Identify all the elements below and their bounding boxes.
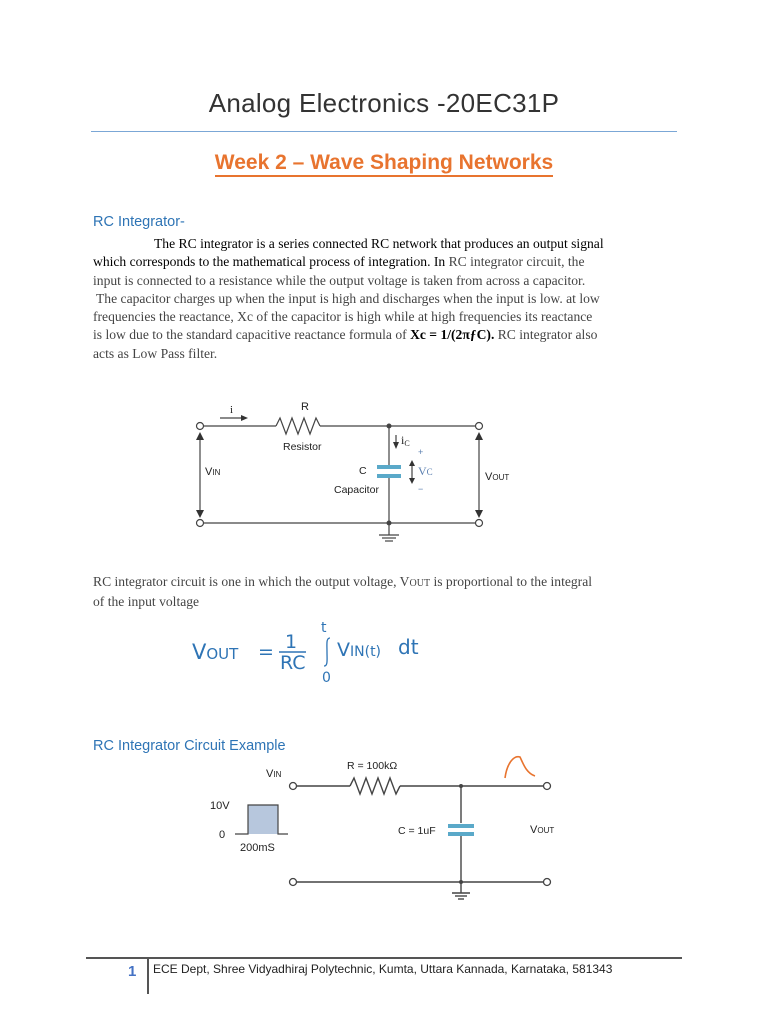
para-line-1: The RC integrator is a series connected RC network that produces an output signal: [154, 236, 604, 251]
pulse-amplitude-label: 10V: [210, 800, 230, 812]
current-label: i: [230, 404, 234, 416]
week-subtitle: [0, 151, 768, 175]
heading-rc-integrator: RC Integrator-: [93, 214, 185, 230]
ic-label-main: i: [401, 433, 405, 447]
footer-rule: [86, 957, 682, 959]
para-line-7: acts as Low Pass filter.: [93, 345, 218, 361]
heading-circuit-example: RC Integrator Circuit Example: [93, 738, 286, 754]
formula-integrand-sub: IN(t): [350, 644, 382, 660]
formula-integral-sign: [324, 638, 330, 666]
para-line-6a: is low due to the standard capacitive reactance formula of: [93, 327, 411, 343]
ic-arrow-head: [393, 442, 399, 449]
formula-vout-sub: OUT: [206, 645, 239, 663]
formula-equals: =: [258, 641, 274, 663]
para-line-6c: RC integrator also: [494, 327, 598, 343]
capacitor-plate-top: [377, 465, 401, 469]
input-pulse-fill: [248, 805, 278, 834]
vin-arrow-up: [196, 432, 204, 440]
title-underline: [91, 131, 677, 132]
vout-arrow-down: [475, 510, 483, 518]
vin-label-sub: IN: [212, 468, 221, 477]
rc-integrator-diagram: [180, 395, 510, 555]
vin-label-main: V: [205, 466, 213, 478]
vc-label: [418, 464, 433, 478]
definition-vout-sub: OUT: [409, 578, 431, 589]
para-line-2a: which corresponds to the mathematical process of integration. In: [93, 254, 446, 270]
terminal-in-bottom: [197, 520, 204, 527]
ex-terminal-in-bottom: [290, 879, 297, 886]
definition-line-1b: is proportional to the integral: [430, 574, 593, 589]
ex-vout-sub: OUT: [537, 826, 555, 835]
integrator-formula: [190, 616, 430, 686]
capacitor-name: Capacitor: [334, 484, 379, 496]
formula-denominator: RC: [280, 652, 306, 674]
ex-terminal-in-top: [290, 783, 297, 790]
para-line-2: [93, 253, 673, 271]
vout-label-sub: OUT: [492, 473, 510, 482]
formula-vout: [192, 640, 239, 664]
definition-line-1a: RC integrator circuit is one in which the output voltage, V: [93, 574, 410, 589]
vc-arrow-up: [409, 460, 415, 466]
vin-label: [205, 466, 221, 478]
ex-resistor-label: R = 100kΩ: [347, 760, 398, 772]
capacitor-plate-bottom: [377, 474, 401, 478]
document-title: Analog Electronics -20EC31P: [208, 88, 560, 118]
formula-integrand-main: V: [337, 639, 350, 661]
vc-label-sub: C: [426, 467, 433, 477]
formula-lower-limit: 0: [322, 670, 331, 686]
ic-label: [401, 433, 410, 448]
formula-vout-main: V: [192, 640, 207, 664]
ex-terminal-out-bottom: [544, 879, 551, 886]
ex-capacitor-plate-top: [448, 824, 474, 828]
vout-arrow-up: [475, 432, 483, 440]
vout-label-main: V: [485, 471, 493, 483]
terminal-in-top: [197, 423, 204, 430]
resistor-label: R: [301, 401, 309, 413]
ex-vin-sub: IN: [273, 770, 282, 779]
ex-capacitor-label: C = 1uF: [398, 825, 436, 837]
footer-divider: [147, 958, 149, 994]
para-line-6b: Xc = 1/(2πƒC).: [410, 327, 495, 343]
capacitor-label: C: [359, 465, 367, 477]
junction-bottom: [387, 521, 391, 525]
ex-vout-label: [530, 824, 554, 836]
terminal-out-top: [476, 423, 483, 430]
ex-vout-main: V: [530, 824, 538, 836]
vc-arrow-down: [409, 478, 415, 484]
vc-plus: +: [418, 447, 424, 457]
para-line-6: [93, 326, 673, 344]
rc-example-diagram: [200, 755, 570, 905]
terminal-out-bottom: [476, 520, 483, 527]
vout-label: [485, 471, 509, 483]
ex-vin-main: V: [266, 768, 274, 780]
pulse-zero-label: 0: [219, 829, 226, 841]
ex-terminal-out-top: [544, 783, 551, 790]
ic-label-sub: C: [404, 439, 410, 448]
vc-minus: −: [418, 484, 424, 494]
page-number: 1: [128, 963, 137, 980]
output-waveform: [505, 757, 535, 778]
ex-vin-label: [266, 768, 282, 780]
para-line-3: input is connected to a resistance while the output voltage is taken from across a capacitor.: [93, 272, 586, 288]
footer-text: ECE Dept, Shree Vidyadhiraj Polytechnic, Kumta, Uttara Kannada, Karnataka, 581343: [153, 962, 613, 976]
para-line-2b: RC integrator circuit, the: [445, 254, 585, 270]
ex-capacitor-plate-bottom: [448, 832, 474, 836]
definition-line-2: of the input voltage: [93, 594, 200, 610]
paragraph-rc-integrator: [93, 235, 673, 363]
paragraph-integrator-definition: [93, 573, 673, 612]
vin-arrow-down: [196, 510, 204, 518]
ex-resistor-zigzag: [350, 778, 400, 794]
resistor-name: Resistor: [283, 441, 322, 453]
definition-line-1: [93, 573, 673, 593]
junction-top: [387, 424, 391, 428]
formula-integrand: [337, 639, 381, 661]
current-arrow-head: [241, 415, 248, 421]
formula-upper-limit: t: [321, 620, 327, 636]
vc-label-main: V: [418, 464, 427, 478]
pulse-width-label: 200mS: [240, 842, 275, 854]
formula-dt: dt: [398, 635, 419, 659]
para-line-5: frequencies the reactance, Xc of the capacitor is high while at high frequencies its reactance: [93, 309, 593, 325]
formula-numerator: 1: [285, 631, 298, 653]
resistor-zigzag: [276, 418, 320, 434]
ex-junction-top: [459, 784, 463, 788]
week-subtitle-text: Week 2 – Wave Shaping Networks: [215, 151, 553, 177]
para-line-4: The capacitor charges up when the input is high and discharges when the input is low. at low: [96, 290, 600, 306]
ex-junction-bottom: [459, 880, 463, 884]
